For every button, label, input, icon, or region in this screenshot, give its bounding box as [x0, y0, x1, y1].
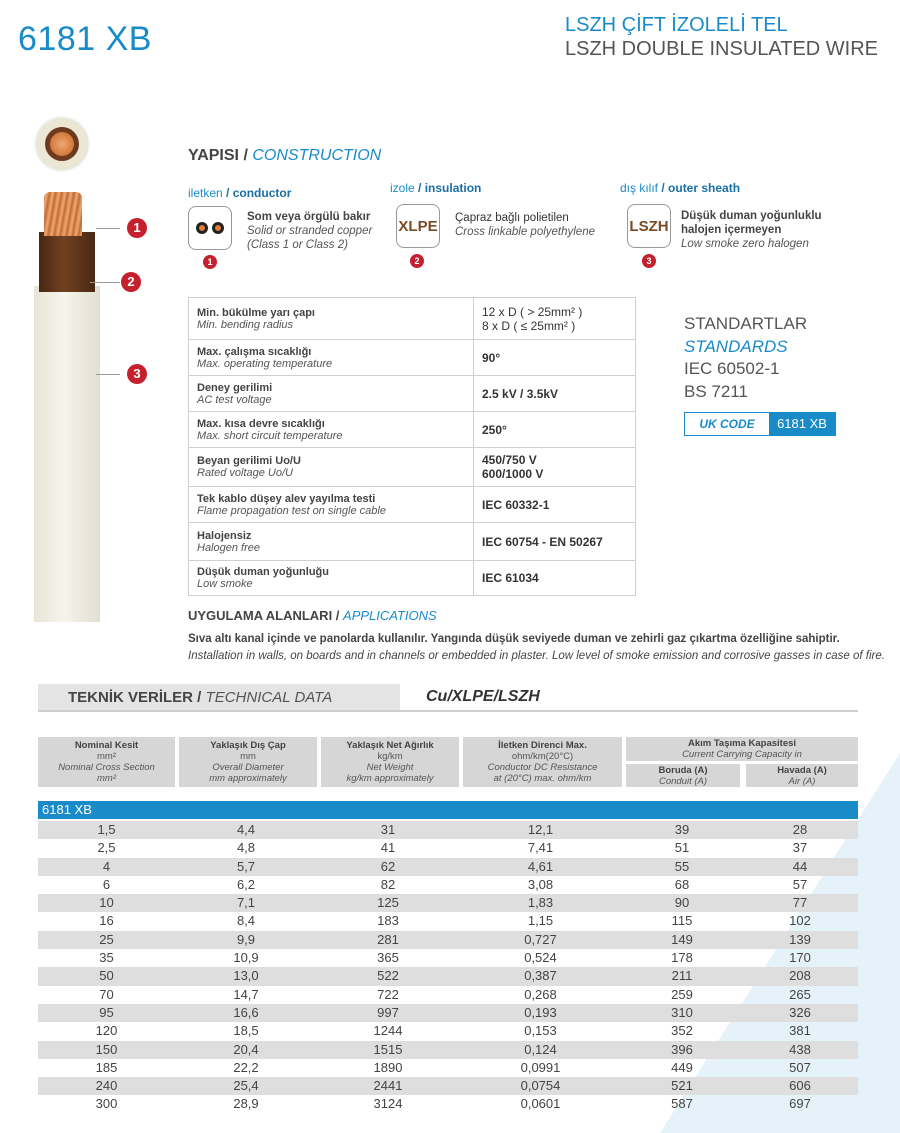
air-cell: 208 [789, 968, 811, 984]
diameter-cell: 4,8 [236, 840, 256, 856]
air-cell: 381 [789, 1023, 811, 1039]
table-row [38, 967, 858, 985]
outer-sheath-label: dış kılıf / outer sheath [620, 181, 741, 195]
air-cell: 606 [789, 1078, 811, 1094]
resistance-cell: 12,1 [527, 822, 554, 837]
outer-sheath-description: Düşük duman yoğunluklu halojen içermeyen Low smoke zero halogen [681, 210, 822, 250]
cross-section-cell: 25 [99, 931, 114, 947]
table-row [38, 931, 858, 949]
diameter-cell: 25,4 [233, 1078, 259, 1094]
callout-3: 3 [127, 364, 147, 384]
spec-table [188, 297, 636, 596]
resistance-cell: 0,153 [524, 1023, 557, 1039]
standards-title-en: STANDARDS [684, 337, 788, 356]
air-cell: 507 [789, 1059, 811, 1075]
resistance-cell: 0,193 [524, 1004, 557, 1020]
callout-2: 2 [121, 272, 141, 292]
table-row [38, 986, 858, 1004]
spec-row: Min. bükülme yarı çapı Min. bending radius 12 x D ( > 25mm² ) 8 x D ( ≤ 25mm² ) [189, 298, 636, 340]
uk-code-label: UK CODE [699, 417, 755, 431]
cross-section-cell: 2,5 [97, 840, 116, 856]
weight-cell: 183 [377, 913, 399, 929]
air-cell: 57 [792, 876, 808, 892]
product-code: 6181 XB [18, 20, 152, 58]
resistance-cell: 0,124 [524, 1041, 557, 1057]
conduit-cell: 587 [671, 1096, 693, 1112]
applications-text-en: Installation in walls, on boards and in channels or embedded in plaster. Low level of smoke emission and corrosive gasses in case of fire. [188, 650, 885, 662]
callout-line [90, 282, 120, 283]
conduit-cell: 449 [671, 1059, 693, 1075]
uk-code-badge [684, 412, 836, 436]
weight-cell: 62 [380, 858, 396, 874]
column-header-cross-section: Nominal Kesit mm² Nominal Cross Section mm² [38, 737, 175, 787]
diameter-cell: 6,2 [236, 876, 256, 892]
table-row [38, 1004, 858, 1022]
table-row [38, 912, 858, 930]
title-turkish: LSZH ÇİFT İZOLELİ TEL [565, 14, 788, 36]
spec-row: Beyan gerilimi Uo/U Rated voltage Uo/U 450/750 V 600/1000 V [189, 448, 636, 487]
cross-section-cell: 120 [95, 1023, 118, 1039]
column-header-capacity: Akım Taşıma Kapasitesi Current Carrying Capacity in [626, 737, 858, 761]
diameter-cell: 7,1 [236, 895, 256, 911]
weight-cell: 41 [380, 840, 396, 856]
weight-cell: 82 [380, 876, 396, 892]
technical-data-rows [38, 821, 858, 1114]
resistance-cell: 0,0754 [520, 1078, 561, 1094]
air-cell: 102 [789, 913, 811, 929]
conduit-cell: 149 [671, 931, 693, 947]
resistance-cell: 3,08 [527, 876, 554, 892]
cross-section-cell: 50 [99, 968, 114, 984]
standard-item: BS 7211 [684, 382, 748, 401]
resistance-cell: 1,15 [527, 913, 554, 929]
cross-section-cell: 95 [99, 1004, 114, 1020]
diameter-cell: 28,9 [233, 1096, 259, 1112]
spec-row: Halojensiz Halogen free IEC 60754 - EN 50267 [189, 523, 636, 561]
diameter-cell: 18,5 [233, 1023, 259, 1039]
table-row [38, 858, 858, 876]
lszh-icon: LSZH [627, 204, 671, 248]
resistance-cell: 0,0991 [520, 1059, 561, 1075]
conduit-cell: 211 [671, 968, 693, 984]
conduit-cell: 68 [674, 876, 690, 892]
air-cell: 438 [789, 1041, 811, 1057]
spec-row: Deney gerilimi AC test voltage 2.5 kV / 3.5kV [189, 376, 636, 412]
cross-section-cell: 6 [102, 876, 111, 892]
component-number-1: 1 [203, 255, 217, 269]
construction-heading-en: CONSTRUCTION [252, 147, 382, 164]
cross-section-cell: 10 [99, 895, 114, 911]
weight-cell: 722 [377, 986, 399, 1002]
air-cell: 44 [792, 858, 808, 874]
conduit-cell: 178 [671, 950, 693, 966]
uk-code-value: 6181 XB [769, 413, 835, 435]
conductor-label: iletken / conductor [188, 186, 292, 200]
diameter-cell: 20,4 [233, 1041, 259, 1057]
resistance-cell: 0,524 [524, 950, 557, 966]
callout-line [96, 228, 120, 229]
table-row [38, 1095, 858, 1113]
resistance-cell: 1,83 [527, 895, 554, 911]
air-cell: 170 [789, 950, 811, 966]
diameter-cell: 8,4 [236, 913, 256, 929]
conduit-cell: 310 [671, 1004, 693, 1020]
material-code: Cu/XLPE/LSZH [426, 688, 540, 705]
resistance-cell: 7,41 [527, 840, 554, 856]
conductor-icon [188, 206, 232, 250]
conductor-description: Som veya örgülü bakır Solid or stranded copper (Class 1 or Class 2) [247, 211, 373, 251]
spec-row: Max. kısa devre sıcaklığı Max. short circuit temperature 250° [189, 412, 636, 448]
resistance-cell: 0,268 [524, 986, 557, 1002]
table-row [38, 1077, 858, 1095]
conduit-cell: 352 [671, 1023, 693, 1039]
cross-section-cell: 150 [95, 1041, 118, 1057]
diameter-cell: 16,6 [233, 1004, 259, 1020]
spec-row: Düşük duman yoğunluğu Low smoke IEC 61034 [189, 561, 636, 596]
weight-cell: 522 [377, 968, 399, 984]
cable-conductor-image [44, 192, 82, 236]
cable-insulation-image [39, 232, 95, 292]
cross-section-cell: 185 [95, 1059, 118, 1075]
standards-title-tr: STANDARTLAR [684, 314, 808, 333]
insulation-label: izole / insulation [390, 181, 482, 195]
air-cell: 326 [789, 1004, 811, 1020]
weight-cell: 31 [380, 822, 396, 837]
callout-line [96, 374, 120, 375]
diameter-cell: 5,7 [236, 858, 256, 874]
table-row [38, 1041, 858, 1059]
component-number-2: 2 [410, 254, 424, 268]
weight-cell: 1515 [373, 1041, 403, 1057]
insulation-description: Çapraz bağlı polietilen Cross linkable polyethylene [455, 212, 595, 238]
diameter-cell: 14,7 [233, 986, 259, 1002]
applications-text-tr: Sıva altı kanal içinde ve panolarda kullanılır. Yangında düşük seviyede duman ve zehirli gaz çıkartma özelliğine sahiptir. [188, 633, 840, 645]
cross-section-cell: 1,5 [97, 822, 116, 837]
resistance-cell: 0,727 [524, 931, 557, 947]
conduit-cell: 259 [671, 986, 693, 1002]
applications-heading: UYGULAMA ALANLARI / APPLICATIONS [188, 608, 437, 623]
table-row [38, 839, 858, 857]
cross-section-cell: 16 [99, 913, 114, 929]
product-group-bar: 6181 XB [38, 801, 858, 819]
component-number-3: 3 [642, 254, 656, 268]
callout-1: 1 [127, 218, 147, 238]
diameter-cell: 13,0 [233, 968, 259, 984]
weight-cell: 1890 [373, 1059, 403, 1075]
weight-cell: 125 [377, 895, 399, 911]
table-row [38, 876, 858, 894]
cross-section-cell: 240 [95, 1078, 118, 1094]
weight-cell: 281 [377, 931, 399, 947]
air-cell: 265 [789, 986, 811, 1002]
weight-cell: 997 [377, 1004, 399, 1020]
column-header-conduit: Boruda (A) Conduit (A) [626, 764, 740, 787]
diameter-cell: 9,9 [236, 931, 256, 947]
column-header-weight: Yaklaşık Net Ağırlık kg/km Net Weight kg/km approximately [321, 737, 459, 787]
cross-section-cell: 35 [99, 950, 114, 966]
weight-cell: 2441 [373, 1078, 403, 1094]
resistance-cell: 0,0601 [520, 1096, 561, 1112]
air-cell: 37 [792, 840, 808, 856]
air-cell: 77 [792, 895, 808, 911]
conduit-cell: 396 [671, 1041, 693, 1057]
table-row [38, 894, 858, 912]
spec-row: Max. çalışma sıcaklığı Max. operating temperature 90° [189, 340, 636, 376]
conduit-cell: 39 [674, 822, 690, 837]
column-header-resistance: İletken Direnci Max. ohm/km(20°C) Conductor DC Resistance at (20°C) max. ohm/km [463, 737, 622, 787]
resistance-cell: 0,387 [524, 968, 557, 984]
column-header-diameter: Yaklaşık Dış Çap mm Overall Diameter mm approximately [179, 737, 317, 787]
column-header-air: Havada (A) Air (A) [746, 764, 858, 787]
technical-data-heading: TEKNİK VERİLER / TECHNICAL DATA [68, 689, 333, 706]
title-english: LSZH DOUBLE INSULATED WIRE [565, 38, 879, 60]
air-cell: 697 [789, 1096, 811, 1112]
conduit-cell: 51 [674, 840, 690, 856]
air-cell: 28 [792, 822, 808, 837]
table-row [38, 1022, 858, 1040]
construction-heading-tr: YAPISI / [188, 147, 248, 164]
air-cell: 139 [789, 931, 811, 947]
construction-heading [188, 147, 381, 165]
weight-cell: 1244 [373, 1023, 403, 1039]
cable-cross-section-image [36, 118, 88, 170]
table-row [38, 821, 858, 839]
spec-row: Tek kablo düşey alev yayılma testi Flame propagation test on single cable IEC 60332-1 [189, 487, 636, 523]
conduit-cell: 55 [674, 858, 690, 874]
weight-cell: 365 [377, 950, 399, 966]
conduit-cell: 90 [674, 895, 690, 911]
table-row [38, 1059, 858, 1077]
table-row [38, 949, 858, 967]
xlpe-icon: XLPE [396, 204, 440, 248]
cross-section-cell: 300 [95, 1096, 118, 1112]
cross-section-cell: 70 [99, 986, 114, 1002]
cross-section-cell: 4 [102, 858, 111, 874]
standard-item: IEC 60502-1 [684, 359, 780, 378]
diameter-cell: 4,4 [236, 822, 256, 837]
conduit-cell: 115 [671, 913, 693, 929]
weight-cell: 3124 [373, 1096, 403, 1112]
cable-sheath-image [34, 286, 100, 622]
diameter-cell: 22,2 [233, 1059, 259, 1075]
resistance-cell: 4,61 [527, 858, 554, 874]
conduit-cell: 521 [671, 1078, 693, 1094]
diameter-cell: 10,9 [233, 950, 259, 966]
